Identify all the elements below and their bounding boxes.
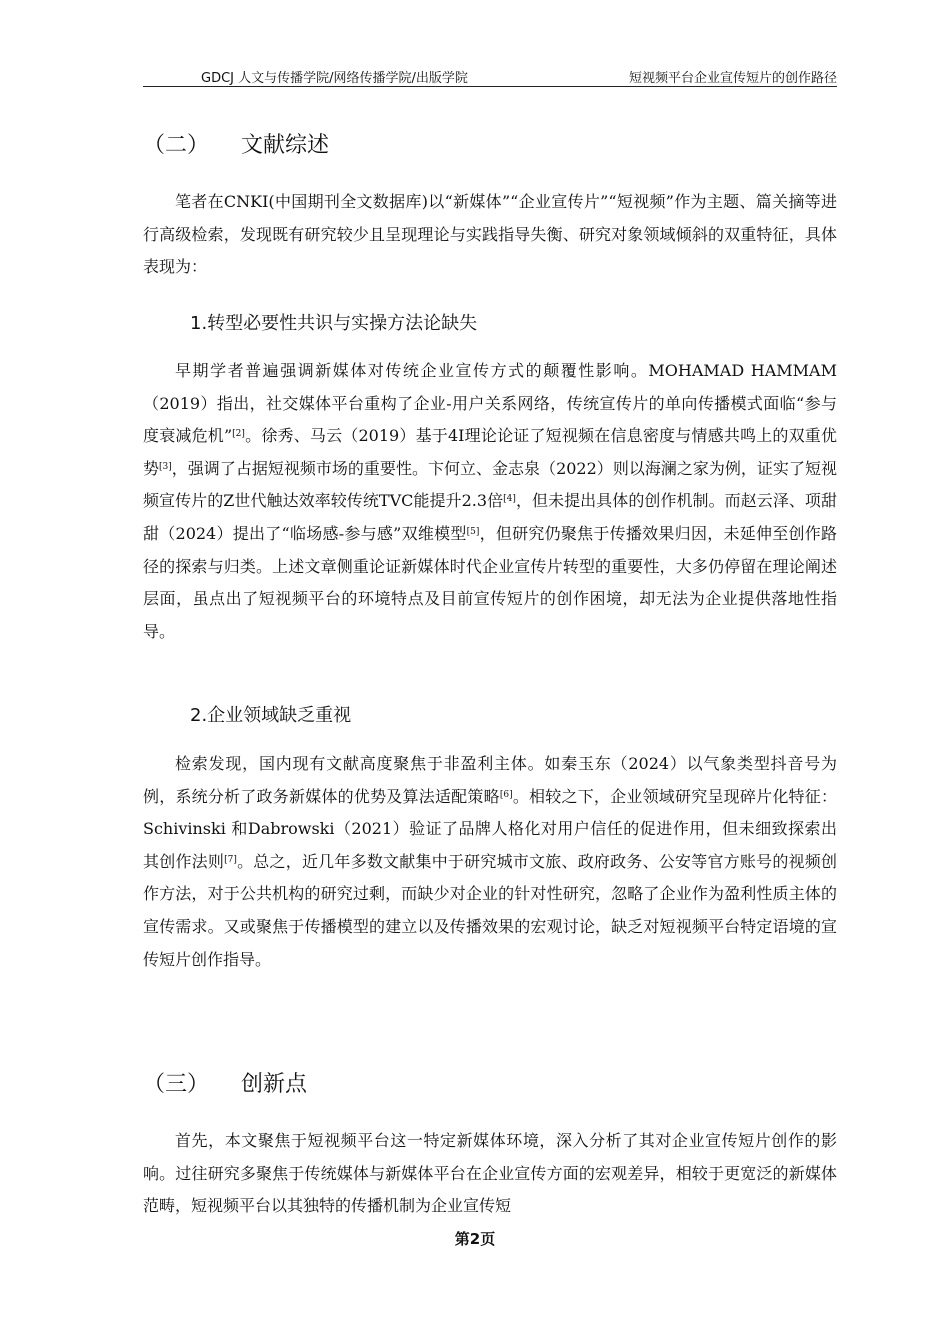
paragraph-sub2	[143, 748, 837, 976]
section-number: （三）	[143, 1072, 210, 1097]
section-title: 文献综述	[241, 133, 330, 158]
citation-ref: [2]	[232, 429, 245, 440]
text-run: ，强调了占据短视频市场的重要性。卞何立、金志泉（2022）则以海澜之家为例，证实了短视频宣传片的Z世代触达效率较传统TVC能提升2.3倍	[143, 458, 837, 511]
citation-ref: [4]	[503, 494, 516, 505]
intro-paragraph: 笔者在CNKI(中国期刊全文数据库)以“新媒体”“企业宣传片”“短视频”作为主题、篇关摘等进行高级检索，发现既有研究较少且呈现理论与实践指导失衡、研究对象领域倾斜的双重特征，具体表现为：	[143, 192, 837, 277]
text-run: 检索发现，国内现有文献高度聚焦于非盈利主体。如秦玉东（2024）以气象类型抖音号为例，系统分析了政务新媒体的优势及算法适配策略	[143, 754, 837, 806]
section-title: 创新点	[241, 1072, 308, 1097]
citation-ref: [5]	[466, 526, 480, 537]
paragraph-sub1	[143, 355, 837, 648]
text-run: ，但研究仍聚焦于传播效果归因，未延伸至创作路径的探索与归类。上述文章侧重论证新媒体时代企业宣传片转型的重要性，大多仍停留在理论阐述层面，虽点出了短视频平台的环境特点及目前宣传短片的创作困境，却无法为企业提供落地性指导。	[143, 523, 837, 641]
page-header	[143, 64, 837, 87]
citation-ref: [6]	[499, 789, 513, 800]
text-run: 早期学者普遍强调新媒体对传统企业宣传方式的颠覆性影响。MOHAMAD HAMMAM（2019）指出，社交媒体平台重构了企业-用户关系网络，传统宣传片的单向传播模式面临“参与度衰减危机”	[143, 361, 837, 446]
citation-ref: [7]	[224, 854, 237, 865]
text-run: 。相较之下，企业领域研究呈现碎片化特征：Schivinski 和Dabrowski（2021）验证了品牌人格化对用户信任的促进作用，但未细致探索出其创作法则	[143, 786, 837, 871]
citation-ref: [3]	[159, 461, 172, 472]
header-paper-title: 短视频平台企业宣传短片的创作路径	[628, 71, 837, 86]
innovation-paragraph: 首先，本文聚焦于短视频平台这一特定新媒体环境，深入分析了其对企业宣传短片创作的影响。过往研究多聚焦于传统媒体与新媒体平台在企业宣传方面的宏观差异，相较于更宽泛的新媒体范畴，短视频平台以其独特的传播机制为企业宣传短	[143, 1131, 837, 1216]
text-run: ，但未提出具体的创作机制。而赵云泽、项甜甜（2024）提出了“临场感-参与感”双维模型	[143, 491, 837, 543]
section-heading-innovation	[143, 1067, 307, 1098]
subheading-2: 2.企业领域缺乏重视	[190, 705, 352, 726]
header-institution: GDCJ 人文与传播学院/网络传播学院/出版学院	[201, 71, 468, 86]
subheading-1: 1.转型必要性共识与实操方法论缺失	[190, 313, 478, 334]
page-number: 第2页	[454, 1230, 496, 1248]
section-heading-literature-review	[143, 128, 329, 159]
text-run: 。总之，近几年多数文献集中于研究城市文旅、政府政务、公安等官方账号的视频创作方法，对于公共机构的研究过剩，而缺少对企业的针对性研究，忽略了企业作为盈利性质主体的宣传需求。又或聚焦于传播模型的建立以及传播效果的宏观讨论，缺乏对短视频平台特定语境的宣传短片创作指导。	[143, 851, 837, 969]
section-number: （二）	[143, 133, 210, 158]
text-run: 。徐秀、马云（2019）基于4I理论论证了短视频在信息密度与情感共鸣上的双重优势	[143, 426, 837, 478]
